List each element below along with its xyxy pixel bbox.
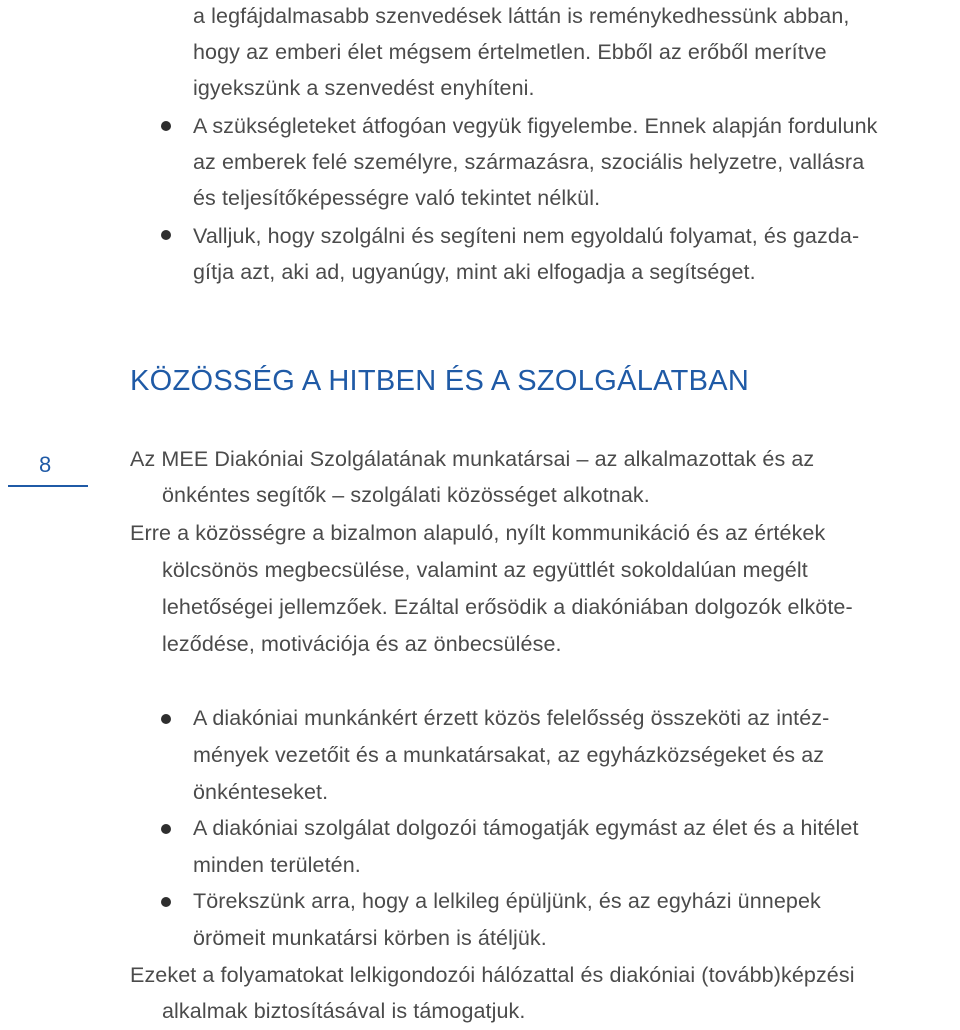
section-heading: KÖZÖSSÉG A HITBEN ÉS A SZOLGÁLATBAN xyxy=(130,365,750,397)
bullet-icon xyxy=(161,824,171,834)
bullet-icon xyxy=(161,897,171,907)
list-item-line: gítja azt, aki ad, ugyanúgy, mint aki elfogadja a segítséget. xyxy=(193,260,756,284)
paragraph-line: kölcsönös megbecsülése, valamint az együttlét sokoldalúan megélt xyxy=(162,558,808,582)
page-number: 8 xyxy=(39,452,52,477)
text-line: a legfájdalmasabb szenvedések láttán is reménykedhessünk abban, xyxy=(193,4,850,28)
paragraph-line: Az MEE Diakóniai Szolgálatának munkatársai – az alkalmazottak és az xyxy=(130,447,815,471)
paragraph-line: leződése, motivációja és az önbecsülése. xyxy=(162,632,562,656)
list-item-line: A diakóniai szolgálat dolgozói támogatják egymást az élet és a hitélet xyxy=(193,816,859,840)
bullet-icon xyxy=(161,714,171,724)
list-item-line: az emberek felé személyre, származásra, szociális helyzetre, vallásra xyxy=(193,150,865,174)
list-item-line: A diakóniai munkánkért érzett közös felelősség összeköti az intéz- xyxy=(193,706,830,730)
bullet-icon xyxy=(161,121,171,131)
list-item-line: minden területén. xyxy=(193,853,361,877)
list-item-line: önkénteseket. xyxy=(193,780,329,804)
paragraph-line: Ezeket a folyamatokat lelkigondozói hálózattal és diakóniai (tovább)képzési xyxy=(130,963,855,987)
list-item-line: Valljuk, hogy szolgálni és segíteni nem egyoldalú folyamat, és gazda- xyxy=(193,224,860,248)
paragraph-line: Erre a közösségre a bizalmon alapuló, nyílt kommunikáció és az értékek xyxy=(130,521,826,545)
list-item-line: Törekszünk arra, hogy a lelkileg épüljünk, és az egyházi ünnepek xyxy=(193,889,821,913)
list-item-line: mények vezetőit és a munkatársakat, az egyházközségeket és az xyxy=(193,743,825,767)
page-number-rule xyxy=(8,485,88,487)
paragraph-line: alkalmak biztosításával is támogatjuk. xyxy=(162,999,526,1023)
list-item-line: örömeit munkatársi körben is átéljük. xyxy=(193,926,547,950)
paragraph-line: lehetőségei jellemzőek. Ezáltal erősödik a diakóniában dolgozók elköte- xyxy=(162,595,853,619)
bullet-icon xyxy=(161,230,171,240)
text-line: hogy az emberi élet mégsem értelmetlen. Ebből az erőből merítve xyxy=(193,40,827,64)
list-item-line: A szükségleteket átfogóan vegyük figyelembe. Ennek alapján fordulunk xyxy=(193,114,878,138)
paragraph-line: önkéntes segítők – szolgálati közösséget alkotnak. xyxy=(162,483,650,507)
list-item-line: és teljesítőképességre való tekintet nélkül. xyxy=(193,186,601,210)
text-line: igyekszünk a szenvedést enyhíteni. xyxy=(193,76,535,100)
